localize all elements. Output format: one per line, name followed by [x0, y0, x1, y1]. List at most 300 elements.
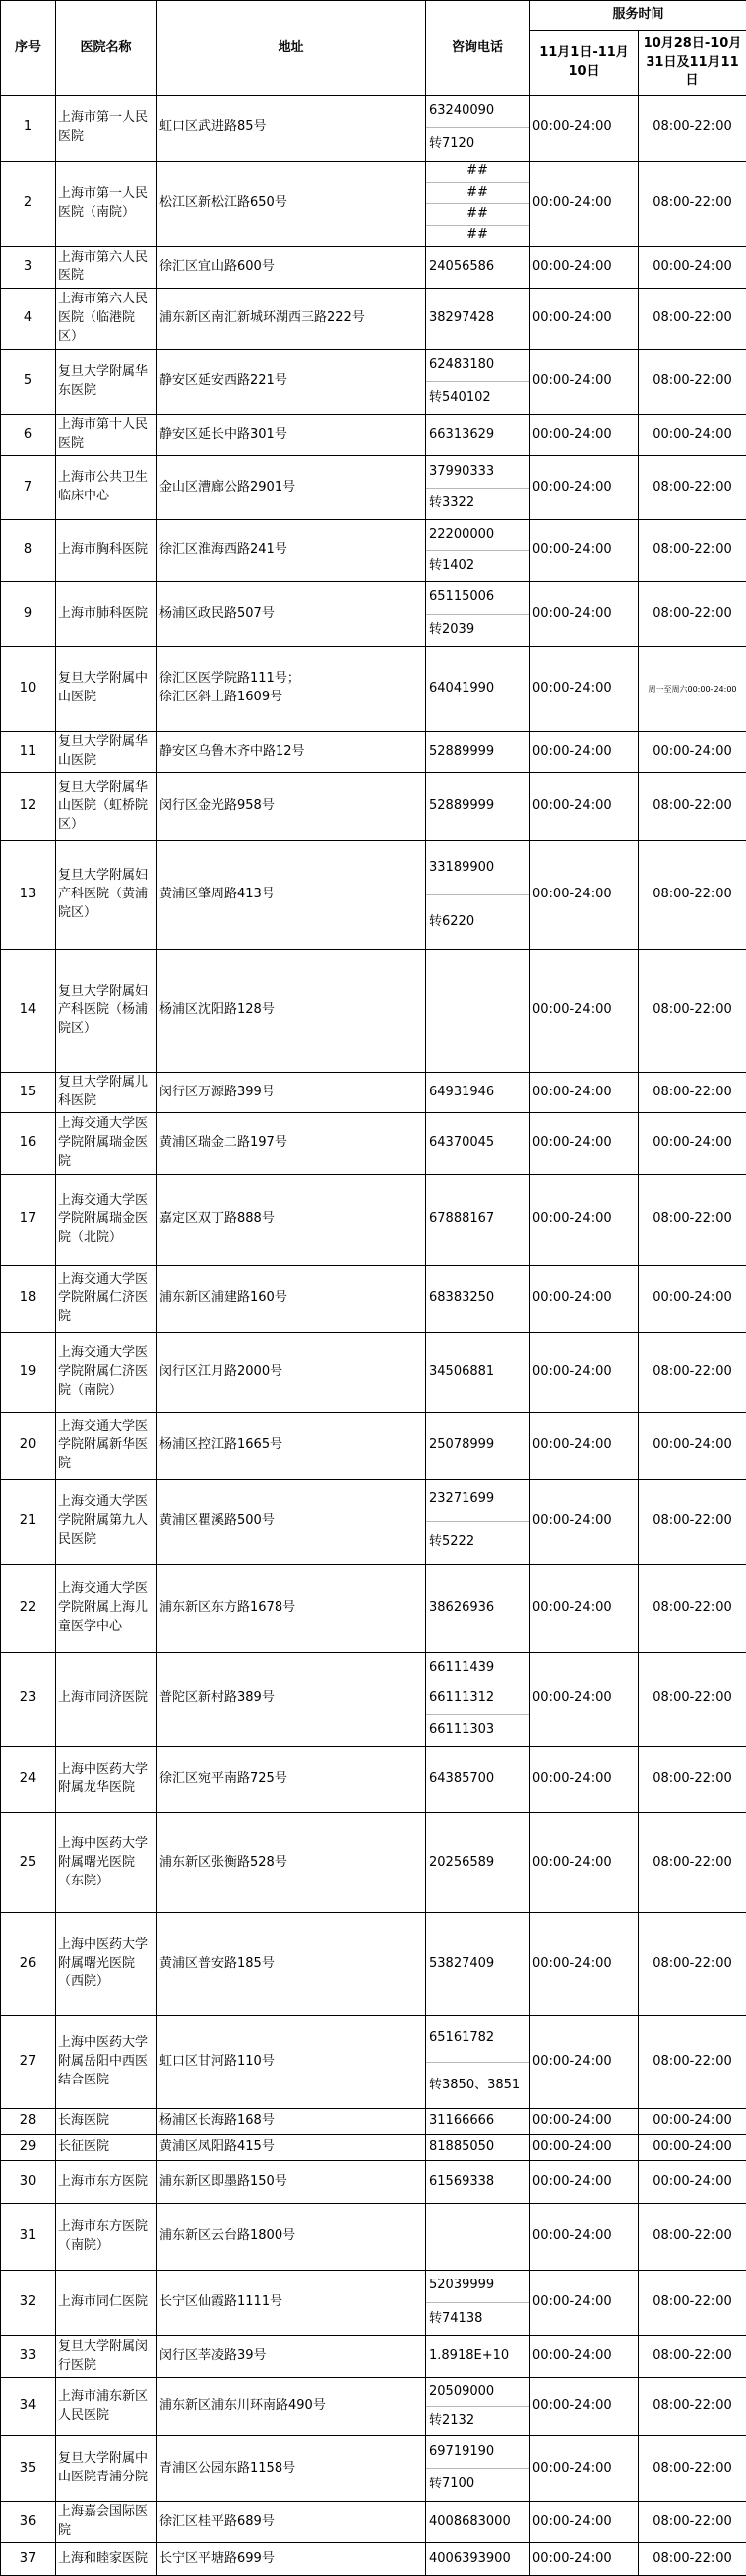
phone-cell — [426, 288, 530, 349]
service-time-nov1-10: 00:00-24:00 — [530, 1113, 639, 1175]
phone-stack — [426, 162, 529, 246]
hospital-name: 上海交通大学医学院附属瑞金医院 — [56, 1113, 157, 1175]
service-time-oct28-31-nov11: 00:00-24:00 — [639, 1113, 746, 1175]
table-row — [1, 2543, 746, 2576]
phone-line: 64385700 — [429, 1771, 495, 1787]
hospital-name: 复旦大学附属华山医院 — [56, 731, 157, 773]
row-number: 17 — [1, 1175, 56, 1265]
hospital-address: 杨浦区控江路1665号 — [157, 1412, 426, 1479]
hospital-address: 浦东新区浦东川环南路490号 — [157, 2378, 426, 2436]
phone-line: 38297428 — [429, 309, 495, 325]
hospital-address: 浦东新区即墨路150号 — [157, 2160, 426, 2203]
hospital-address: 青浦区公园东路1158号 — [157, 2436, 426, 2502]
service-time-nov1-10: 00:00-24:00 — [530, 456, 639, 520]
hospital-name: 上海市第一人民医院 — [56, 96, 157, 162]
phone-stack — [426, 350, 529, 414]
phone-line: 64041990 — [429, 680, 495, 695]
hospital-name: 上海市第十人民医院 — [56, 414, 157, 456]
phone-line: 转2132 — [429, 2412, 475, 2428]
hospital-address: 长宁区仙霞路1111号 — [157, 2270, 426, 2336]
table-row — [1, 519, 746, 581]
hospital-name: 复旦大学附属华山医院（虹桥院区） — [56, 773, 157, 841]
hospital-name: 上海交通大学医学院附属仁济医院（南院） — [56, 1333, 157, 1413]
phone-stack — [426, 2135, 529, 2160]
phone-stack — [426, 1480, 529, 1564]
table-row — [1, 247, 746, 289]
phone-stack — [426, 1813, 529, 1912]
phone-line — [426, 950, 529, 1072]
hospital-name: 复旦大学附属华东医院 — [56, 350, 157, 415]
service-time-nov1-10: 00:00-24:00 — [530, 1746, 639, 1813]
hospital-address: 金山区漕廊公路2901号 — [157, 456, 426, 520]
service-time-nov1-10: 00:00-24:00 — [530, 2270, 639, 2336]
service-time-oct28-31-nov11: 08:00-22:00 — [639, 2015, 746, 2109]
phone-line: 4006393900 — [429, 2550, 511, 2566]
phone-line: ## — [466, 227, 488, 243]
phone-line: 66313629 — [429, 426, 495, 442]
row-number: 3 — [1, 247, 56, 289]
table-row — [1, 949, 746, 1072]
phone-stack — [426, 2016, 529, 2109]
phone-cell — [426, 1479, 530, 1564]
phone-stack — [426, 2543, 529, 2575]
phone-cell — [426, 1113, 530, 1175]
hospital-name: 上海交通大学医学院附属仁济医院 — [56, 1265, 157, 1333]
service-time-oct28-31-nov11: 08:00-22:00 — [639, 582, 746, 647]
service-time-oct28-31-nov11: 00:00-24:00 — [639, 2160, 746, 2203]
service-time-nov1-10: 00:00-24:00 — [530, 2336, 639, 2378]
service-time-nov1-10: 00:00-24:00 — [530, 1072, 639, 1113]
phone-cell — [426, 1652, 530, 1746]
table-row — [1, 2270, 746, 2336]
phone-stack — [426, 582, 529, 646]
phone-cell — [426, 2436, 530, 2502]
phone-line: 转3322 — [429, 495, 475, 510]
row-number: 22 — [1, 1564, 56, 1652]
hospital-name: 上海中医药大学附属岳阳中西医结合医院 — [56, 2015, 157, 2109]
phone-cell — [426, 2378, 530, 2436]
hospital-name: 上海中医药大学附属曙光医院（东院） — [56, 1813, 157, 1913]
row-number: 25 — [1, 1813, 56, 1913]
hospital-address: 浦东新区云台路1800号 — [157, 2204, 426, 2271]
table-row — [1, 1913, 746, 2015]
table-row — [1, 841, 746, 950]
phone-cell — [426, 646, 530, 731]
table-row — [1, 2336, 746, 2378]
phone-line: 63240090 — [426, 96, 529, 128]
phone-line: 25078999 — [429, 1437, 495, 1453]
phone-line: 65115006 — [426, 582, 529, 614]
service-time-nov1-10: 00:00-24:00 — [530, 2543, 639, 2576]
phone-line — [426, 2204, 529, 2270]
phone-line: 4008683000 — [429, 2513, 511, 2529]
phone-line: 66111312 — [426, 1684, 529, 1716]
row-number: 32 — [1, 2270, 56, 2336]
row-number: 35 — [1, 2436, 56, 2502]
phone-line: ## — [426, 162, 529, 183]
phone-cell — [426, 1813, 530, 1913]
service-time-nov1-10: 00:00-24:00 — [530, 161, 639, 246]
phone-cell — [426, 2501, 530, 2543]
table-row — [1, 414, 746, 456]
service-time-nov1-10: 00:00-24:00 — [530, 1652, 639, 1746]
phone-cell — [426, 161, 530, 246]
phone-line: 转1402 — [429, 557, 475, 573]
row-number: 24 — [1, 1746, 56, 1813]
phone-stack — [426, 2204, 529, 2270]
header-no: 序号 — [1, 1, 56, 96]
hospital-address: 黄浦区凤阳路415号 — [157, 2135, 426, 2161]
table-row — [1, 1813, 746, 1913]
hospital-name: 上海市公共卫生临床中心 — [56, 456, 157, 520]
service-time-nov1-10: 00:00-24:00 — [530, 1412, 639, 1479]
phone-cell — [426, 1175, 530, 1265]
phone-cell — [426, 949, 530, 1072]
phone-line: 68383250 — [429, 1290, 495, 1306]
table-row — [1, 2378, 746, 2436]
row-number: 7 — [1, 456, 56, 520]
service-time-nov1-10: 00:00-24:00 — [530, 1913, 639, 2015]
phone-cell — [426, 2109, 530, 2135]
phone-stack — [426, 841, 529, 949]
phone-line: 20256589 — [429, 1854, 495, 1870]
phone-line: 62483180 — [426, 350, 529, 382]
service-time-oct28-31-nov11: 08:00-22:00 — [639, 519, 746, 581]
service-time-nov1-10: 00:00-24:00 — [530, 1564, 639, 1652]
phone-line: 64370045 — [429, 1135, 495, 1151]
hospital-address: 徐汇区宛平南路725号 — [157, 1746, 426, 1813]
hospital-name: 上海市第六人民医院（临港院区） — [56, 288, 157, 349]
row-number: 18 — [1, 1265, 56, 1333]
hospital-address: 闵行区江月路2000号 — [157, 1333, 426, 1413]
phone-stack — [426, 2436, 529, 2501]
phone-stack — [426, 456, 529, 519]
table-row — [1, 582, 746, 647]
service-time-nov1-10: 00:00-24:00 — [530, 247, 639, 289]
phone-cell — [426, 2270, 530, 2336]
service-time-nov1-10: 00:00-24:00 — [530, 2501, 639, 2543]
service-time-nov1-10: 00:00-24:00 — [530, 519, 639, 581]
hospital-name: 上海交通大学医学院附属第九人民医院 — [56, 1479, 157, 1564]
phone-line: 69719190 — [426, 2436, 529, 2469]
hospital-name: 复旦大学附属中山医院 — [56, 646, 157, 731]
phone-stack — [426, 2378, 529, 2435]
phone-line: 66111303 — [429, 1721, 495, 1737]
hospital-address: 黄浦区肇周路413号 — [157, 841, 426, 950]
service-time-oct28-31-nov11: 00:00-24:00 — [639, 2109, 746, 2135]
hospital-name: 上海市东方医院 — [56, 2160, 157, 2203]
phone-stack — [426, 1333, 529, 1412]
phone-stack — [426, 2109, 529, 2134]
service-time-nov1-10: 00:00-24:00 — [530, 646, 639, 731]
phone-line: 52889999 — [429, 743, 495, 759]
phone-stack — [426, 289, 529, 349]
service-time-oct28-31-nov11: 08:00-22:00 — [639, 949, 746, 1072]
phone-stack — [426, 1747, 529, 1813]
phone-stack — [426, 1413, 529, 1479]
hospital-name: 上海交通大学医学院附属新华医院 — [56, 1412, 157, 1479]
phone-stack — [426, 520, 529, 581]
phone-cell — [426, 1072, 530, 1113]
hospital-address: 静安区延安西路221号 — [157, 350, 426, 415]
phone-cell — [426, 2015, 530, 2109]
hospital-name: 上海和睦家医院 — [56, 2543, 157, 2576]
phone-line: 31166666 — [429, 2113, 495, 2129]
phone-line: 34506881 — [429, 1364, 495, 1380]
phone-line: ## — [426, 183, 529, 204]
service-time-oct28-31-nov11: 08:00-22:00 — [639, 1813, 746, 1913]
phone-line: 24056586 — [429, 258, 495, 274]
hospital-address: 普陀区新村路389号 — [157, 1652, 426, 1746]
hospital-name: 上海市第一人民医院（南院） — [56, 161, 157, 246]
table-row — [1, 646, 746, 731]
hospital-address: 静安区延长中路301号 — [157, 414, 426, 456]
service-time-nov1-10: 00:00-24:00 — [530, 96, 639, 162]
table-row — [1, 1175, 746, 1265]
phone-line: 22200000 — [426, 520, 529, 551]
row-number: 16 — [1, 1113, 56, 1175]
phone-stack — [426, 1653, 529, 1746]
hospital-address: 闵行区金光路958号 — [157, 773, 426, 841]
table-row — [1, 1412, 746, 1479]
row-number: 30 — [1, 2160, 56, 2203]
phone-line: 53827409 — [429, 1955, 495, 1971]
phone-stack — [426, 950, 529, 1072]
phone-line: 转74138 — [429, 2310, 483, 2326]
service-time-oct28-31-nov11: 08:00-22:00 — [639, 2543, 746, 2576]
service-time-nov1-10: 00:00-24:00 — [530, 2436, 639, 2502]
phone-line: 81885050 — [429, 2139, 495, 2155]
table-row — [1, 1072, 746, 1113]
phone-cell — [426, 2543, 530, 2576]
hospital-name: 上海嘉会国际医院 — [56, 2501, 157, 2543]
hospital-name: 上海市浦东新区人民医院 — [56, 2378, 157, 2436]
hospital-address: 黄浦区普安路185号 — [157, 1913, 426, 2015]
row-number: 20 — [1, 1412, 56, 1479]
phone-stack — [426, 2161, 529, 2203]
phone-stack — [426, 1073, 529, 1113]
hospital-name: 复旦大学附属妇产科医院（黄浦院区） — [56, 841, 157, 950]
header-service-time: 服务时间 — [530, 1, 746, 31]
phone-stack — [426, 1913, 529, 2014]
phone-line: 转2039 — [429, 621, 475, 637]
row-number: 1 — [1, 96, 56, 162]
phone-cell — [426, 1333, 530, 1413]
table-row — [1, 1564, 746, 1652]
service-time-oct28-31-nov11: 08:00-22:00 — [639, 350, 746, 415]
table-row — [1, 1333, 746, 1413]
service-time-oct28-31-nov11: 08:00-22:00 — [639, 773, 746, 841]
phone-stack — [426, 1565, 529, 1652]
phone-stack — [426, 732, 529, 773]
service-time-nov1-10: 00:00-24:00 — [530, 773, 639, 841]
row-number: 9 — [1, 582, 56, 647]
service-time-oct28-31-nov11: 08:00-22:00 — [639, 1072, 746, 1113]
phone-cell — [426, 350, 530, 415]
row-number: 4 — [1, 288, 56, 349]
row-number: 23 — [1, 1652, 56, 1746]
hospital-address: 浦东新区张衡路528号 — [157, 1813, 426, 1913]
hospital-name: 复旦大学附属妇产科医院（杨浦院区） — [56, 949, 157, 1072]
phone-line: 52889999 — [429, 798, 495, 814]
phone-cell — [426, 1913, 530, 2015]
service-time-oct28-31-nov11: 08:00-22:00 — [639, 2378, 746, 2436]
table-row — [1, 2109, 746, 2135]
hospital-name: 上海中医药大学附属曙光医院（西院） — [56, 1913, 157, 2015]
phone-cell — [426, 731, 530, 773]
phone-cell — [426, 2160, 530, 2203]
service-time-oct28-31-nov11: 08:00-22:00 — [639, 1746, 746, 1813]
phone-stack — [426, 2271, 529, 2336]
phone-cell — [426, 1564, 530, 1652]
service-time-nov1-10: 00:00-24:00 — [530, 1479, 639, 1564]
service-time-oct28-31-nov11: 00:00-24:00 — [639, 1412, 746, 1479]
hospital-address: 静安区乌鲁木齐中路12号 — [157, 731, 426, 773]
table-row — [1, 1652, 746, 1746]
hospital-address: 浦东新区浦建路160号 — [157, 1265, 426, 1333]
hospital-address: 闵行区莘凌路39号 — [157, 2336, 426, 2378]
phone-cell — [426, 2336, 530, 2378]
phone-stack — [426, 647, 529, 731]
phone-cell — [426, 2204, 530, 2271]
phone-stack — [426, 1266, 529, 1333]
phone-stack — [426, 415, 529, 456]
hospital-address: 嘉定区双丁路888号 — [157, 1175, 426, 1265]
row-number: 12 — [1, 773, 56, 841]
hospital-address: 松江区新松江路650号 — [157, 161, 426, 246]
phone-cell — [426, 2135, 530, 2161]
header-period-2: 10月28日-10月31日及11月11日 — [639, 31, 746, 96]
phone-stack — [426, 1113, 529, 1174]
service-time-oct28-31-nov11: 08:00-22:00 — [639, 96, 746, 162]
hospital-name: 上海市第六人民医院 — [56, 247, 157, 289]
service-time-oct28-31-nov11: 08:00-22:00 — [639, 161, 746, 246]
header-address: 地址 — [157, 1, 426, 96]
phone-line: 66111439 — [426, 1653, 529, 1684]
service-time-nov1-10: 00:00-24:00 — [530, 2378, 639, 2436]
phone-line: 38626936 — [429, 1599, 495, 1615]
phone-cell — [426, 414, 530, 456]
table-row — [1, 773, 746, 841]
header-name: 医院名称 — [56, 1, 157, 96]
hospital-name: 上海市胸科医院 — [56, 519, 157, 581]
hospital-name: 上海市肺科医院 — [56, 582, 157, 647]
hospital-address: 浦东新区东方路1678号 — [157, 1564, 426, 1652]
phone-cell — [426, 1412, 530, 1479]
table-row — [1, 350, 746, 415]
phone-stack — [426, 2336, 529, 2377]
service-time-oct28-31-nov11: 00:00-24:00 — [639, 247, 746, 289]
phone-stack — [426, 2502, 529, 2543]
hospital-address: 黄浦区瞿溪路500号 — [157, 1479, 426, 1564]
service-time-nov1-10: 00:00-24:00 — [530, 2109, 639, 2135]
phone-cell — [426, 582, 530, 647]
service-time-nov1-10: 00:00-24:00 — [530, 1265, 639, 1333]
table-row — [1, 2015, 746, 2109]
table-header — [1, 1, 746, 96]
service-time-oct28-31-nov11: 00:00-24:00 — [639, 2135, 746, 2161]
service-time-nov1-10: 00:00-24:00 — [530, 949, 639, 1072]
service-time-nov1-10: 00:00-24:00 — [530, 1333, 639, 1413]
phone-stack — [426, 96, 529, 161]
phone-line: 23271699 — [426, 1480, 529, 1522]
phone-stack — [426, 247, 529, 288]
service-time-oct28-31-nov11: 08:00-22:00 — [639, 1652, 746, 1746]
row-number: 37 — [1, 2543, 56, 2576]
phone-cell — [426, 1746, 530, 1813]
service-time-oct28-31-nov11: 00:00-24:00 — [639, 731, 746, 773]
phone-line: 1.8918E+10 — [429, 2348, 510, 2364]
service-time-oct28-31-nov11: 08:00-22:00 — [639, 1913, 746, 2015]
service-time-nov1-10: 00:00-24:00 — [530, 350, 639, 415]
table-row — [1, 456, 746, 520]
service-time-oct28-31-nov11: 08:00-22:00 — [639, 2501, 746, 2543]
row-number: 6 — [1, 414, 56, 456]
hospital-name: 上海市同济医院 — [56, 1652, 157, 1746]
phone-line: 37990333 — [426, 456, 529, 488]
service-time-oct28-31-nov11: 08:00-22:00 — [639, 2204, 746, 2271]
hospital-address: 杨浦区长海路168号 — [157, 2109, 426, 2135]
hospital-name: 长海医院 — [56, 2109, 157, 2135]
header-period-1: 11月1日-11月10日 — [530, 31, 639, 96]
hospital-address: 杨浦区沈阳路128号 — [157, 949, 426, 1072]
phone-line: 转7120 — [429, 136, 475, 152]
service-time-nov1-10: 00:00-24:00 — [530, 2135, 639, 2161]
hospital-address: 闵行区万源路399号 — [157, 1072, 426, 1113]
phone-cell — [426, 841, 530, 950]
phone-line: 65161782 — [426, 2016, 529, 2063]
table-row — [1, 1479, 746, 1564]
table-body — [1, 96, 746, 2576]
service-time-nov1-10: 00:00-24:00 — [530, 1813, 639, 1913]
hospital-name: 复旦大学附属中山医院青浦分院 — [56, 2436, 157, 2502]
row-number: 15 — [1, 1072, 56, 1113]
service-time-nov1-10: 00:00-24:00 — [530, 2160, 639, 2203]
service-time-nov1-10: 00:00-24:00 — [530, 731, 639, 773]
table-row — [1, 731, 746, 773]
service-time-oct28-31-nov11: 周一至周六00:00-24:00 — [639, 646, 746, 731]
hospital-address: 黄浦区瑞金二路197号 — [157, 1113, 426, 1175]
phone-line: 转7100 — [429, 2477, 475, 2492]
phone-line: 转5222 — [429, 1534, 475, 1550]
row-number: 2 — [1, 161, 56, 246]
phone-line: ## — [426, 204, 529, 225]
service-time-oct28-31-nov11: 00:00-24:00 — [639, 1265, 746, 1333]
phone-line: 转3850、3851 — [429, 2077, 521, 2092]
phone-stack — [426, 773, 529, 840]
phone-cell — [426, 456, 530, 520]
service-time-nov1-10: 00:00-24:00 — [530, 2204, 639, 2271]
hospital-address: 长宁区平塘路699号 — [157, 2543, 426, 2576]
table-row — [1, 1265, 746, 1333]
row-number: 34 — [1, 2378, 56, 2436]
row-number: 13 — [1, 841, 56, 950]
phone-stack — [426, 1175, 529, 1264]
row-number: 26 — [1, 1913, 56, 2015]
row-number: 31 — [1, 2204, 56, 2271]
service-time-oct28-31-nov11: 08:00-22:00 — [639, 1479, 746, 1564]
hospital-address: 徐汇区桂平路689号 — [157, 2501, 426, 2543]
row-number: 10 — [1, 646, 56, 731]
service-time-oct28-31-nov11: 08:00-22:00 — [639, 2336, 746, 2378]
row-number: 33 — [1, 2336, 56, 2378]
service-time-nov1-10: 00:00-24:00 — [530, 2015, 639, 2109]
row-number: 27 — [1, 2015, 56, 2109]
hospital-name: 长征医院 — [56, 2135, 157, 2161]
service-time-nov1-10: 00:00-24:00 — [530, 1175, 639, 1265]
hospital-address: 浦东新区南汇新城环湖西三路222号 — [157, 288, 426, 349]
hospital-address: 虹口区武进路85号 — [157, 96, 426, 162]
